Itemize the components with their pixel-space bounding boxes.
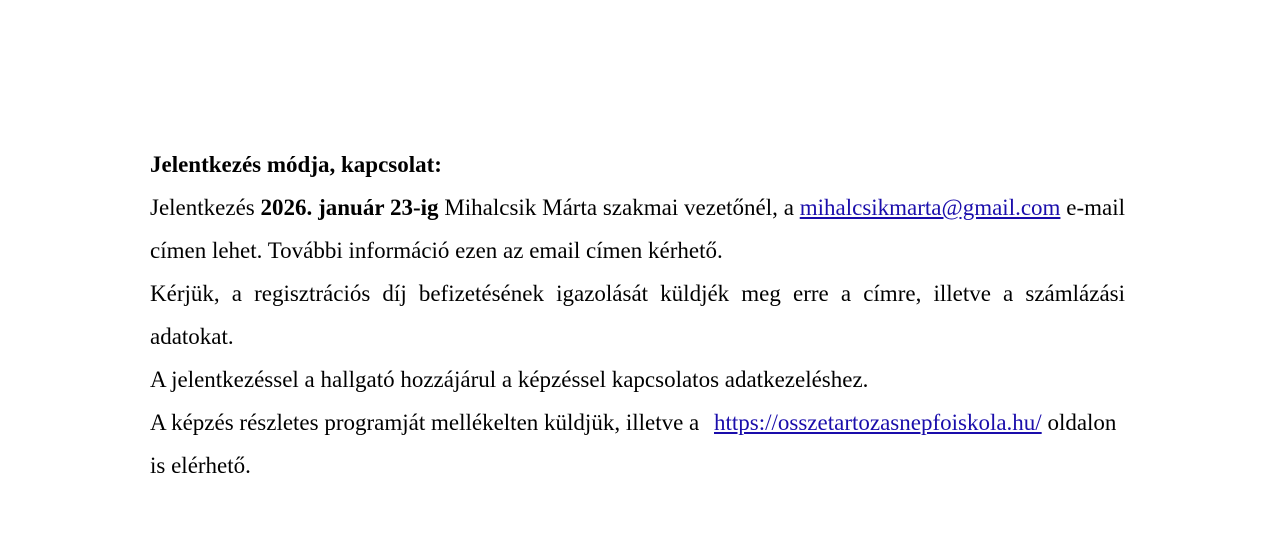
program-paragraph xyxy=(150,401,1125,487)
email-link[interactable]: mihalcsikmarta@gmail.com xyxy=(799,195,1061,220)
registration-text-start: Jelentkezés xyxy=(150,195,261,220)
document-body xyxy=(150,143,1125,487)
consent-paragraph: A jelentkezéssel a hallgató hozzájárul a képzéssel kapcsolatos adatkezeléshez. xyxy=(150,367,869,392)
registration-deadline: 2026. január 23-ig xyxy=(260,195,439,220)
website-link[interactable]: https://osszetartozasnepfoiskola.hu/ xyxy=(714,410,1042,435)
registration-text-middle: Mihalcsik Márta szakmai vezetőnél, a xyxy=(438,195,800,220)
registration-paragraph xyxy=(150,186,1125,272)
payment-paragraph: Kérjük, a regisztrációs díj befizetésének igazolását küldjék meg erre a címre, illetve a számlázási adatokat. xyxy=(150,281,1125,349)
program-text-start: A képzés részletes programját mellékelten küldjük, illetve a xyxy=(150,410,705,435)
section-heading: Jelentkezés módja, kapcsolat: xyxy=(150,152,442,177)
program-text-end: oldalon is elérhető. xyxy=(150,410,1117,478)
registration-text-end: e-mail címen lehet. További információ ezen az email címen kérhető. xyxy=(150,195,1125,263)
